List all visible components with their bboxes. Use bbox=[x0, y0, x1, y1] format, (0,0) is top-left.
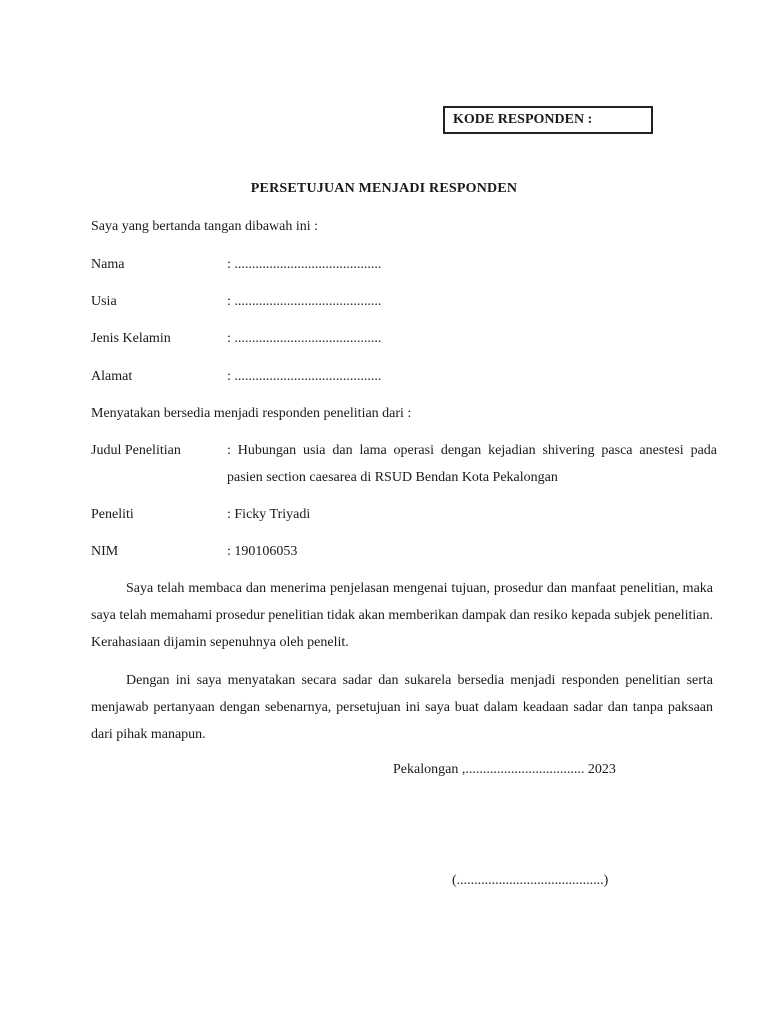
field-value-jenis-kelamin: : .......................................... bbox=[227, 331, 382, 346]
field-label-jenis-kelamin: Jenis Kelamin bbox=[91, 331, 171, 346]
judul-penelitian-value: : Hubungan usia dan lama operasi dengan kejadian shivering pasca anestesi pada pasien section caesarea di RSUD Bendan Kota Pekalongan bbox=[227, 443, 717, 485]
field-label-usia: Usia bbox=[91, 294, 117, 309]
field-label-alamat: Alamat bbox=[91, 369, 133, 384]
intro-text: Saya yang bertanda tangan dibawah ini : bbox=[91, 219, 319, 234]
paragraph-understanding: Saya telah membaca dan menerima penjelasan mengenai tujuan, prosedur dan manfaat penelitian, maka saya telah memahami prosedur penelitian tidak akan memberikan dampak dan resiko kepada subjek penelitian. Kerahasiaan dijamin sepenuhnya oleh penelit. bbox=[91, 581, 714, 650]
document-title: PERSETUJUAN MENJADI RESPONDEN bbox=[250, 181, 518, 196]
peneliti-value: : Ficky Triyadi bbox=[227, 507, 311, 522]
place-date-line: Pekalongan ,.................................. 2023 bbox=[393, 762, 616, 777]
signature-line: (..........................................) bbox=[452, 873, 609, 888]
field-value-nama: : .......................................... bbox=[227, 257, 382, 272]
nim-value: : 190106053 bbox=[227, 544, 298, 559]
paragraph-consent: Dengan ini saya menyatakan secara sadar dan sukarela bersedia menjadi responden penelitian serta menjawab pertanyaan dengan sebenarnya, persetujuan ini saya buat dalam keadaan sadar dan tanpa paksaan dari pihak manapun. bbox=[91, 673, 713, 742]
field-value-usia: : .......................................... bbox=[227, 294, 382, 309]
peneliti-label: Peneliti bbox=[91, 507, 134, 522]
statement-text: Menyatakan bersedia menjadi responden penelitian dari : bbox=[91, 406, 412, 421]
nim-label: NIM bbox=[91, 544, 119, 559]
judul-penelitian-label: Judul Penelitian bbox=[91, 443, 181, 458]
kode-responden-box: KODE RESPONDEN : bbox=[443, 106, 653, 134]
field-label-nama: Nama bbox=[91, 257, 125, 272]
field-value-alamat: : .......................................... bbox=[227, 369, 382, 384]
